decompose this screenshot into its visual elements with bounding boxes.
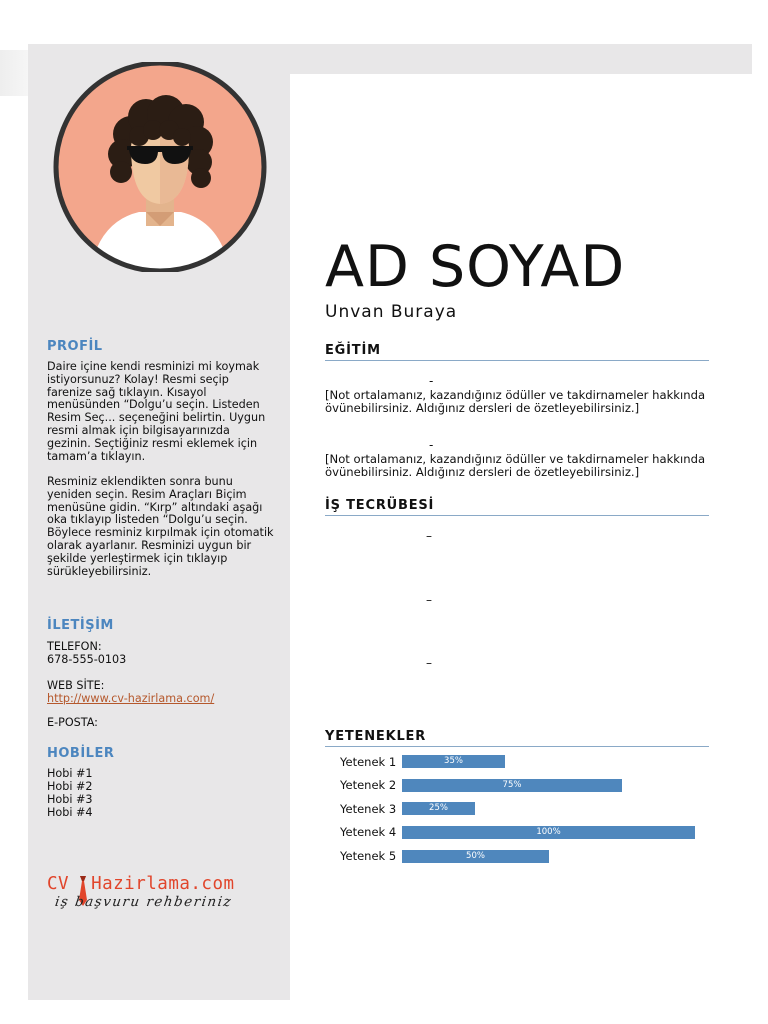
skill-track [402,802,695,815]
cv-hazirlama-logo [47,874,287,914]
skill-percent: 75% [502,780,522,790]
skills-heading: YETENEKLER [325,729,427,744]
person-name: AD SOYAD [325,234,626,300]
education-text: [Not ortalamanız, kazandığınız ödüller ve takdirnameler hakkında övünebilirsiniz. Aldığınız dersleri de özetleyebilirsiniz.] [325,452,706,479]
hobby-item: Hobi #4 [47,806,93,819]
education-heading: EĞİTİM [325,343,381,358]
profile-heading: PROFİL [47,339,103,354]
skill-bar [402,755,505,768]
skill-bar [402,850,549,863]
skill-label: Yetenek 3 [340,802,397,816]
skills-section-header [325,725,709,747]
website-label: WEB SİTE: [47,679,105,692]
website-link[interactable]: http://www.cv-hazirlama.com/ [47,692,215,705]
education-dash: - [429,374,434,388]
education-text: [Not ortalamanız, kazandığınız ödüller ve takdirnameler hakkında övünebilirsiniz. Aldığınız dersleri de özetleyebilirsiniz.] [325,388,706,415]
skill-label: Yetenek 1 [340,755,397,769]
experience-section-header [325,494,709,516]
phone-value: 678-555-0103 [47,653,127,666]
skill-bar [402,802,475,815]
skill-percent: 100% [536,827,561,837]
job-title: Unvan Buraya [325,302,458,322]
hobby-item: Hobi #2 [47,780,93,793]
education-section-header [325,339,709,361]
skill-track [402,826,695,839]
experience-dash: – [426,529,432,543]
skill-percent: 25% [429,803,448,813]
website-link-wrap [47,693,277,706]
email-label: E-POSTA: [47,716,98,729]
skill-track [402,779,695,792]
main-panel [290,74,768,1024]
contact-heading: İLETİŞİM [47,618,114,633]
profile-text-1: Daire içine kendi resminizi mi koymak istiyorsunuz? Kolay! Resmi seçip farenize sağ tıklayın. Kısayol menüsünden “Dolgu’u seçin. Listeden Resim Seç... seçeneğini belirtin. Uygun resmi almak için bilgisayarınızda gezinin. Seçtiğiniz resmi eklemek için tamam’a tıklayın. [47,360,266,463]
skill-bar [402,826,695,839]
skill-bar [402,779,622,792]
experience-dash: – [426,656,432,670]
logo-text-left: CV [47,874,70,894]
phone-label: TELEFON: [47,640,102,653]
hobby-item: Hobi #1 [47,767,93,780]
skill-track [402,850,695,863]
experience-heading: İŞ TECRÜBESİ [325,498,435,513]
logo-text-right: Hazirlama.com [91,874,235,894]
skill-percent: 35% [444,756,463,766]
skill-label: Yetenek 5 [340,849,397,863]
hobby-item: Hobi #3 [47,793,93,806]
skill-track [402,755,695,768]
experience-dash: – [426,593,432,607]
logo-tagline: iş başvuru rehberiniz [53,894,234,910]
skill-label: Yetenek 4 [340,825,397,839]
avatar [51,62,269,272]
skill-label: Yetenek 2 [340,778,397,792]
hobbies-heading: HOBİLER [47,746,115,761]
skill-percent: 50% [466,851,485,861]
profile-text-2: Resminiz eklendikten sonra bunu yeniden seçin. Resim Araçları Biçim menüsüne gidin. “Kırp” altındaki aşağı oka tıklayıp listeden “Dolgu’u seçin. Böylece resminiz kırpılmak için otomatik olarak ayarlanır. Resminizi uygun bir şekilde yerleştirmek için tıklayıp sürükleyebilirsiniz. [47,475,274,578]
education-dash: - [429,438,434,452]
